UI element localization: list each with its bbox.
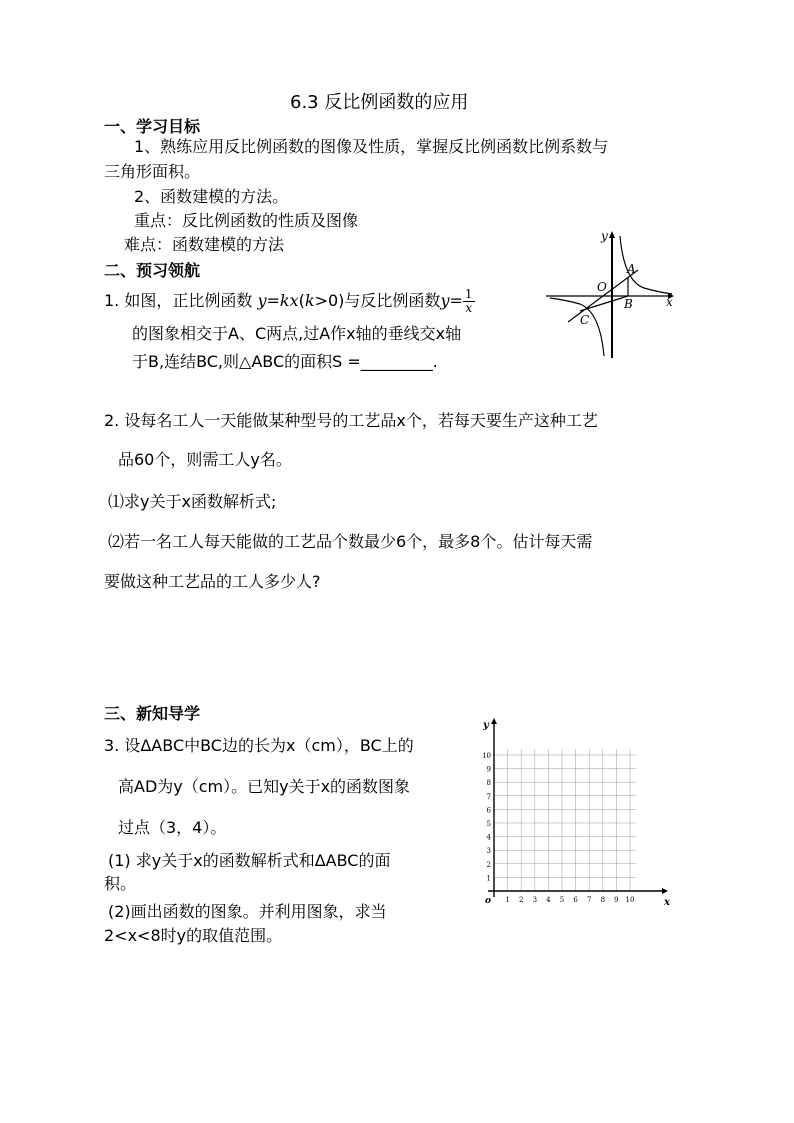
grid-y-tick-label: 5 [486,820,491,828]
label-y: y [601,229,608,243]
grid-y-tick-label: 9 [486,765,491,774]
question-2-sub-2-line-2: 要做这种工艺品的工人多少人? [104,572,321,591]
question-2-line-2: 品60个，则需工人y名。 [118,450,292,469]
q1-text-e: >0)与反比例函数 [314,291,441,310]
question-3-line-1: 3. 设ΔABC中BC边的长为x（cm），BC上的 [104,736,414,755]
grid-x-tick-label: 5 [559,896,565,904]
hyperbola-figure [540,226,680,360]
question-3-sub-2-line-2: 2<x<8时y的取值范围。 [104,926,283,945]
grid-y-arrow [491,718,497,724]
goal-1-line-1: 1、熟练应用反比例函数的图像及性质，掌握反比例函数比例系数与 [134,137,609,156]
grid-x-tick-label: 4 [546,896,551,904]
grid-origin-label: o [485,896,492,906]
q1-text-a: 如图，正比例函数 [124,291,253,310]
segment-bc [580,296,628,311]
question-3-sub-2-line-1: (2)画出函数的图象。并利用图象，求当 [108,902,387,921]
grid-y-tick-label: 7 [486,792,491,801]
grid-x-tick-label: 7 [586,896,592,904]
label-a: A [627,262,636,276]
q1-fraction [463,288,475,315]
q1-formula-y-kx: y=kx [257,291,299,310]
q1-frac-den: x [465,301,473,315]
key-point: 重点：反比例函数的性质及图像 [134,211,359,230]
question-1-line-3: 于B,连结BC,则△ABC的面积S =_________. [132,352,438,371]
grid-x-tick-label: 1 [505,896,510,904]
grid-y-tick-label: 8 [486,779,491,788]
question-3-line-3: 过点（3，4）。 [118,818,227,837]
grid-y-tick-label: 3 [486,847,491,856]
question-3-line-2: 高AD为y（cm）。已知y关于x的函数图象 [118,777,411,796]
label-b: B [624,297,633,311]
grid-x-tick-label: 6 [573,896,578,904]
q1-number: 1. [104,291,120,310]
grid-x-tick-label: 8 [600,896,606,904]
section-heading-goals: 一、学习目标 [104,117,201,136]
question-1-line-1 [104,288,475,315]
q1-k: k [304,291,315,310]
grid-y-tick-label: 1 [486,874,491,883]
grid-y-tick-label: 10 [482,752,491,760]
coordinate-grid [474,718,678,914]
grid-y-tick-label: 6 [486,806,491,815]
grid-x-arrow [662,888,668,894]
label-o: O [597,280,607,294]
question-1-line-2: 的图象相交于A、C两点,过A作x轴的垂线交x轴 [132,324,462,343]
grid-x-label: x [664,897,670,908]
difficulty: 难点：函数建模的方法 [124,235,285,254]
q1-formula-y-eq: y= [440,291,463,310]
grid-x-tick-label: 3 [532,896,538,904]
grid-x-tick-label: 2 [518,896,524,904]
label-c: C [580,313,590,327]
question-2-sub-1: ⑴求y关于x函数解析式; [108,492,277,511]
grid-y-tick-label: 2 [486,860,491,869]
goal-2: 2、函数建模的方法。 [134,187,289,206]
section-heading-new-knowledge: 三、新知导学 [104,704,201,723]
question-3-sub-1-line-1: (1) 求y关于x的函数解析式和ΔABC的面 [108,851,391,870]
question-3-sub-1-line-2: 积。 [104,874,137,893]
grid-x-tick-label: 10 [625,896,635,904]
section-heading-preview: 二、预习领航 [104,261,201,280]
question-2-line-1: 2. 设每名工人一天能做某种型号的工艺品x个，若每天要生产这种工艺 [104,411,598,430]
q1-frac-num: 1 [464,287,473,301]
q1-paren: ( [298,291,305,310]
grid-y-label: y [483,720,489,731]
page-title: 6.3 反比例函数的应用 [290,92,469,113]
question-2-sub-2-line-1: ⑵若一名工人每天能做的工艺品个数最少6个，最多8个。估计每天需 [108,532,593,551]
label-x: x [666,295,673,309]
grid-y-tick-label: 4 [486,833,491,842]
hyperbola-branch-2 [550,298,604,356]
grid-x-tick-label: 9 [614,896,619,904]
goal-1-line-2: 三角形面积。 [104,162,201,181]
y-axis-arrow [609,231,615,238]
